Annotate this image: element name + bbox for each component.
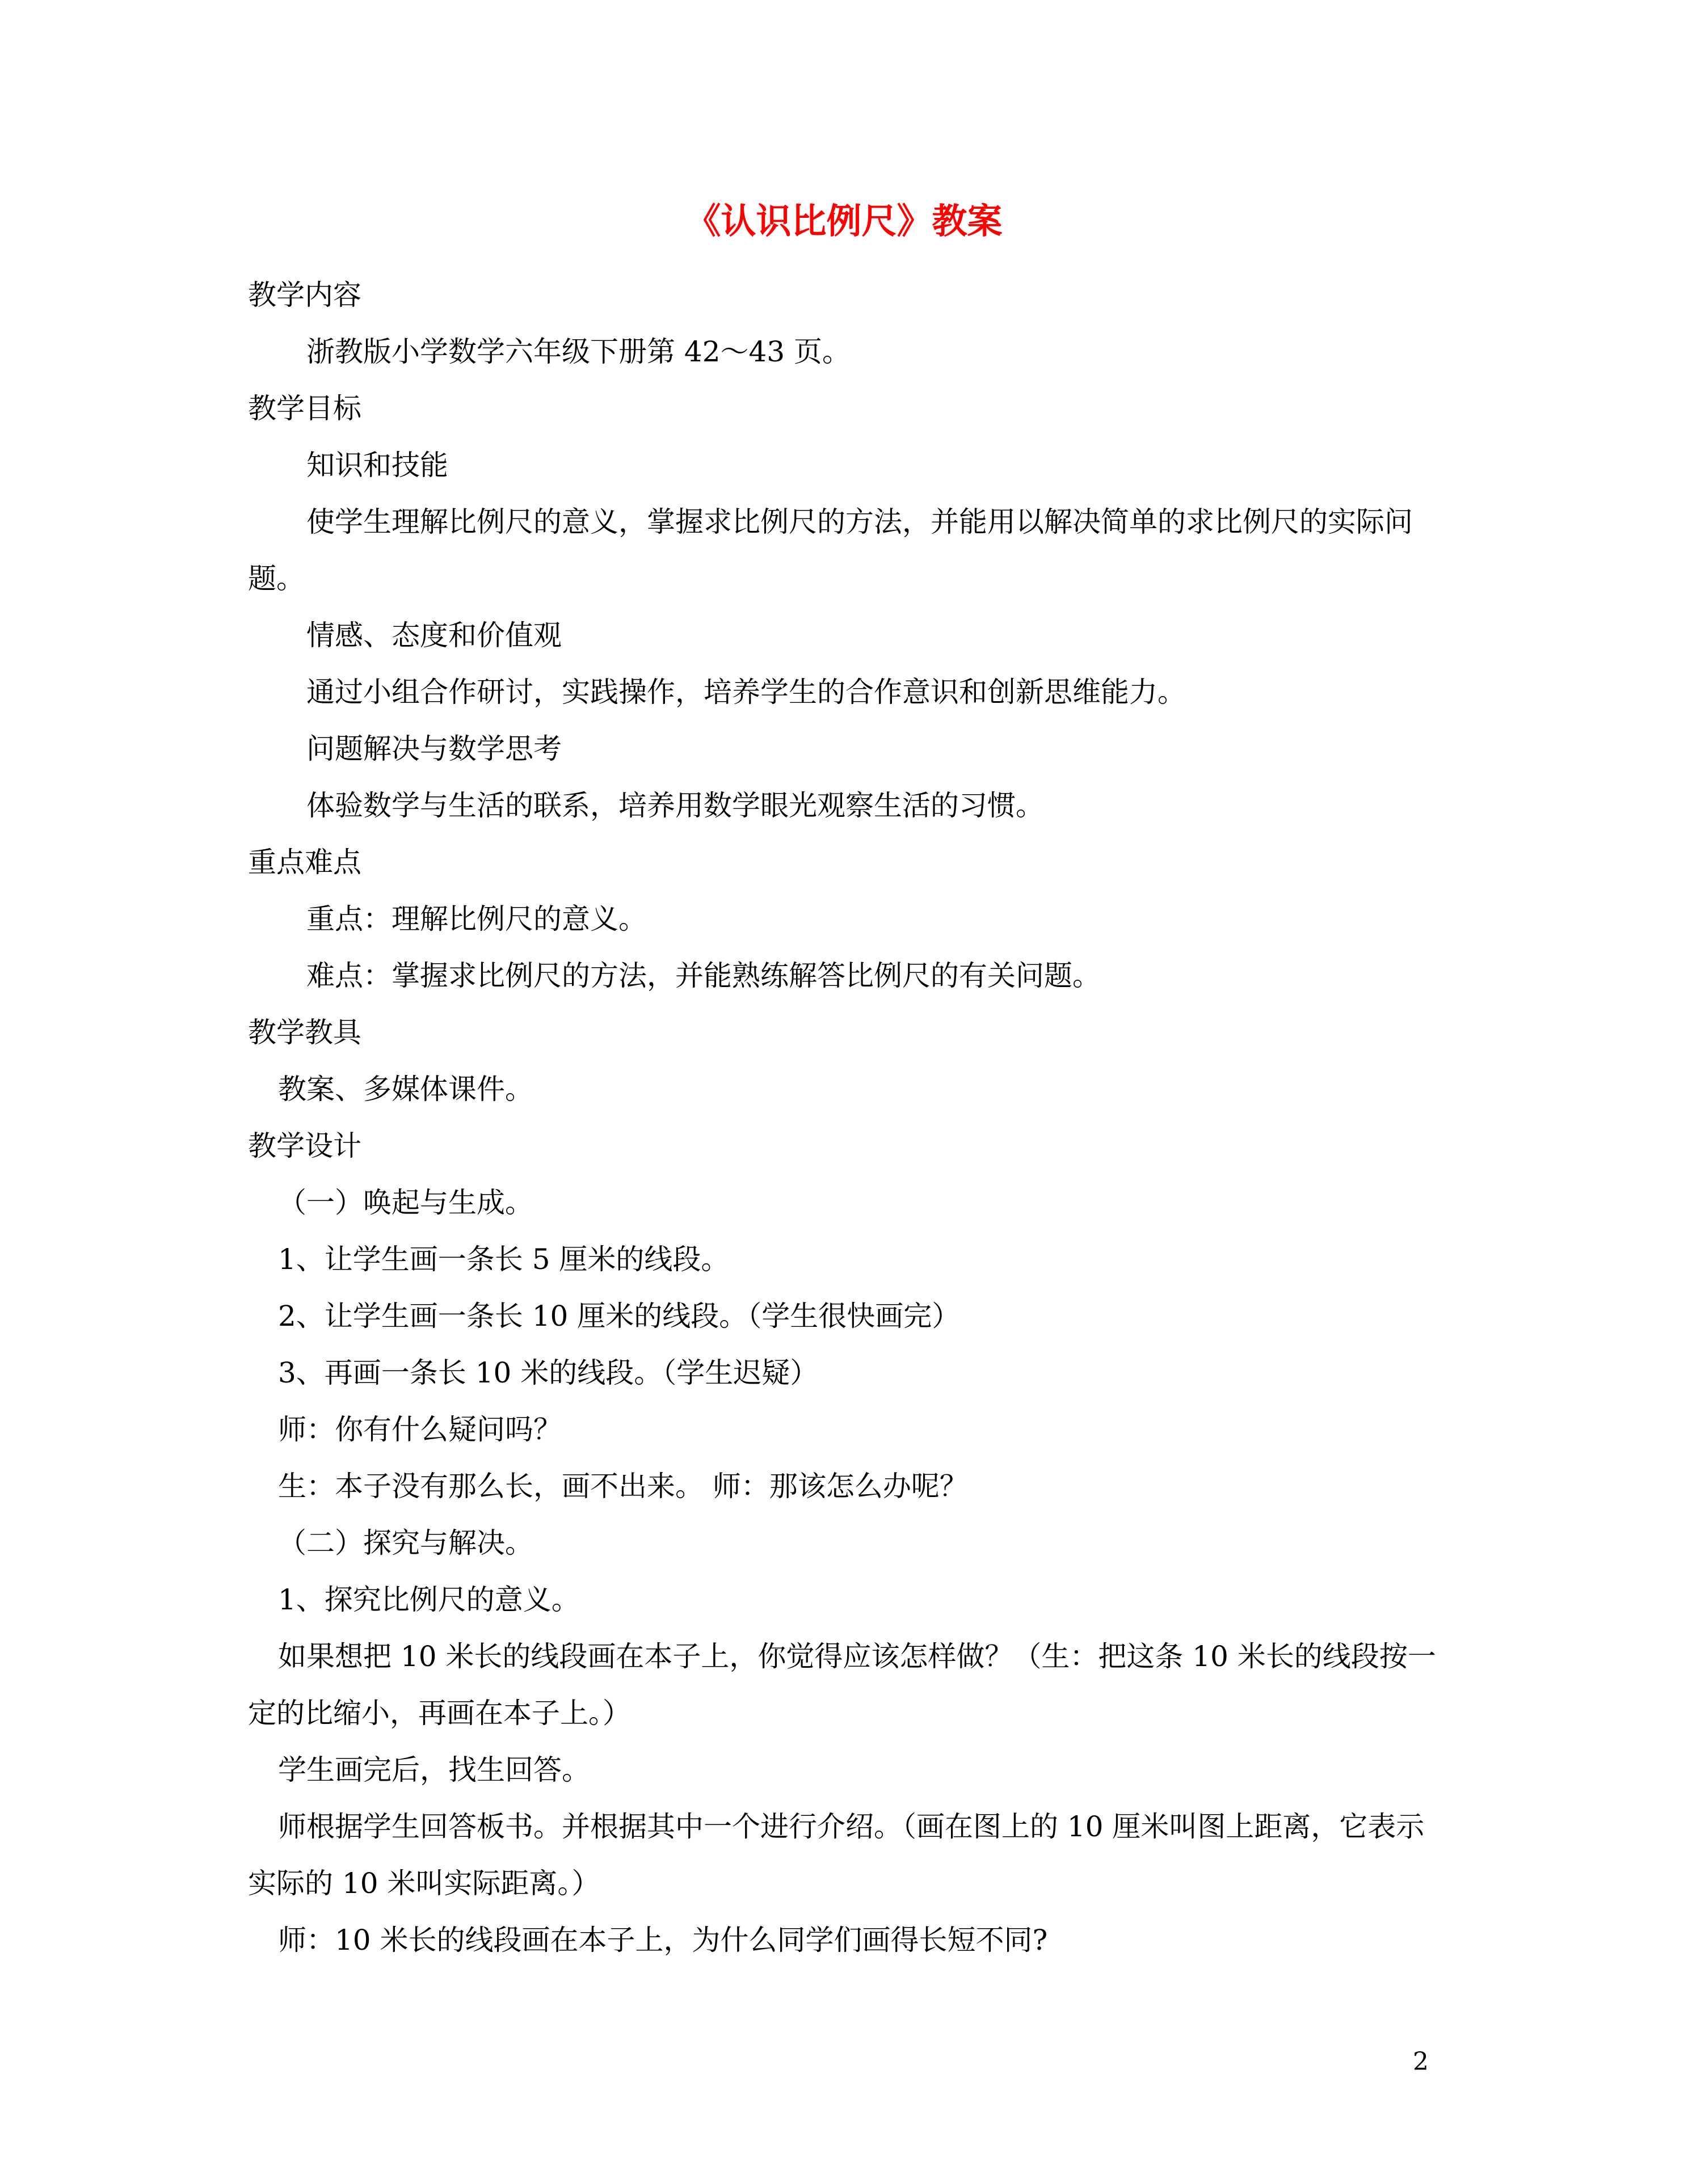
heading-teaching-content: 教学内容 <box>248 279 361 311</box>
teaching-content-text: 浙教版小学数学六年级下册第 42～43 页。 <box>306 335 851 368</box>
explore-step-1: 1、探究比例尺的意义。 <box>278 1583 580 1616</box>
teacher-question: 师：你有什么疑问吗？ <box>278 1413 562 1446</box>
goal-thinking-heading: 问题解决与数学思考 <box>306 732 562 765</box>
explore-paragraph-4: 师：10 米长的线段画在本子上，为什么同学们画得长短不同? <box>278 1924 1048 1957</box>
step-3: 3、再画一条长 10 米的线段。（学生迟疑） <box>278 1356 819 1389</box>
step-2: 2、让学生画一条长 10 厘米的线段。（学生很快画完） <box>278 1300 961 1333</box>
goal-attitude-text: 通过小组合作研讨，实践操作，培养学生的合作意识和创新思维能力。 <box>306 676 1186 709</box>
goal-thinking-text: 体验数学与生活的联系，培养用数学眼光观察生活的习惯。 <box>306 789 1044 822</box>
key-point-focus: 重点：理解比例尺的意义。 <box>306 903 647 935</box>
document-title: 《认识比例尺》教案 <box>685 200 1003 242</box>
student-answer: 生：本子没有那么长，画不出来。 师：那该怎么办呢？ <box>278 1470 968 1503</box>
teaching-tools-text: 教案、多媒体课件。 <box>278 1073 533 1106</box>
explore-paragraph-1: 如果想把 10 米长的线段画在本子上，你觉得应该怎样做？（生：把这条 10 米长的线段按一定的比缩小，再画在本子上。） <box>248 1640 1436 1730</box>
explore-paragraph-3: 师根据学生回答板书。并根据其中一个进行介绍。（画在图上的 10 厘米叫图上距离，它表示实际的 10 米叫实际距离。） <box>248 1810 1425 1900</box>
goal-knowledge-heading: 知识和技能 <box>306 449 448 482</box>
section-1-heading: （一）唤起与生成。 <box>278 1186 533 1219</box>
heading-teaching-tools: 教学教具 <box>248 1016 361 1049</box>
section-2-heading: （二）探究与解决。 <box>278 1527 533 1559</box>
goal-attitude-heading: 情感、态度和价值观 <box>306 619 562 652</box>
goal-knowledge-text: 使学生理解比例尺的意义，掌握求比例尺的方法，并能用以解决简单的求比例尺的实际问题。 <box>248 505 1413 595</box>
explore-paragraph-2: 学生画完后，找生回答。 <box>278 1753 590 1786</box>
heading-key-points: 重点难点 <box>248 846 361 879</box>
step-1: 1、让学生画一条长 5 厘米的线段。 <box>278 1243 730 1276</box>
key-point-difficulty: 难点：掌握求比例尺的方法，并能熟练解答比例尺的有关问题。 <box>306 959 1101 992</box>
heading-teaching-goals: 教学目标 <box>248 392 361 425</box>
heading-teaching-design: 教学设计 <box>248 1129 361 1162</box>
page-number: 2 <box>1413 2047 1429 2076</box>
